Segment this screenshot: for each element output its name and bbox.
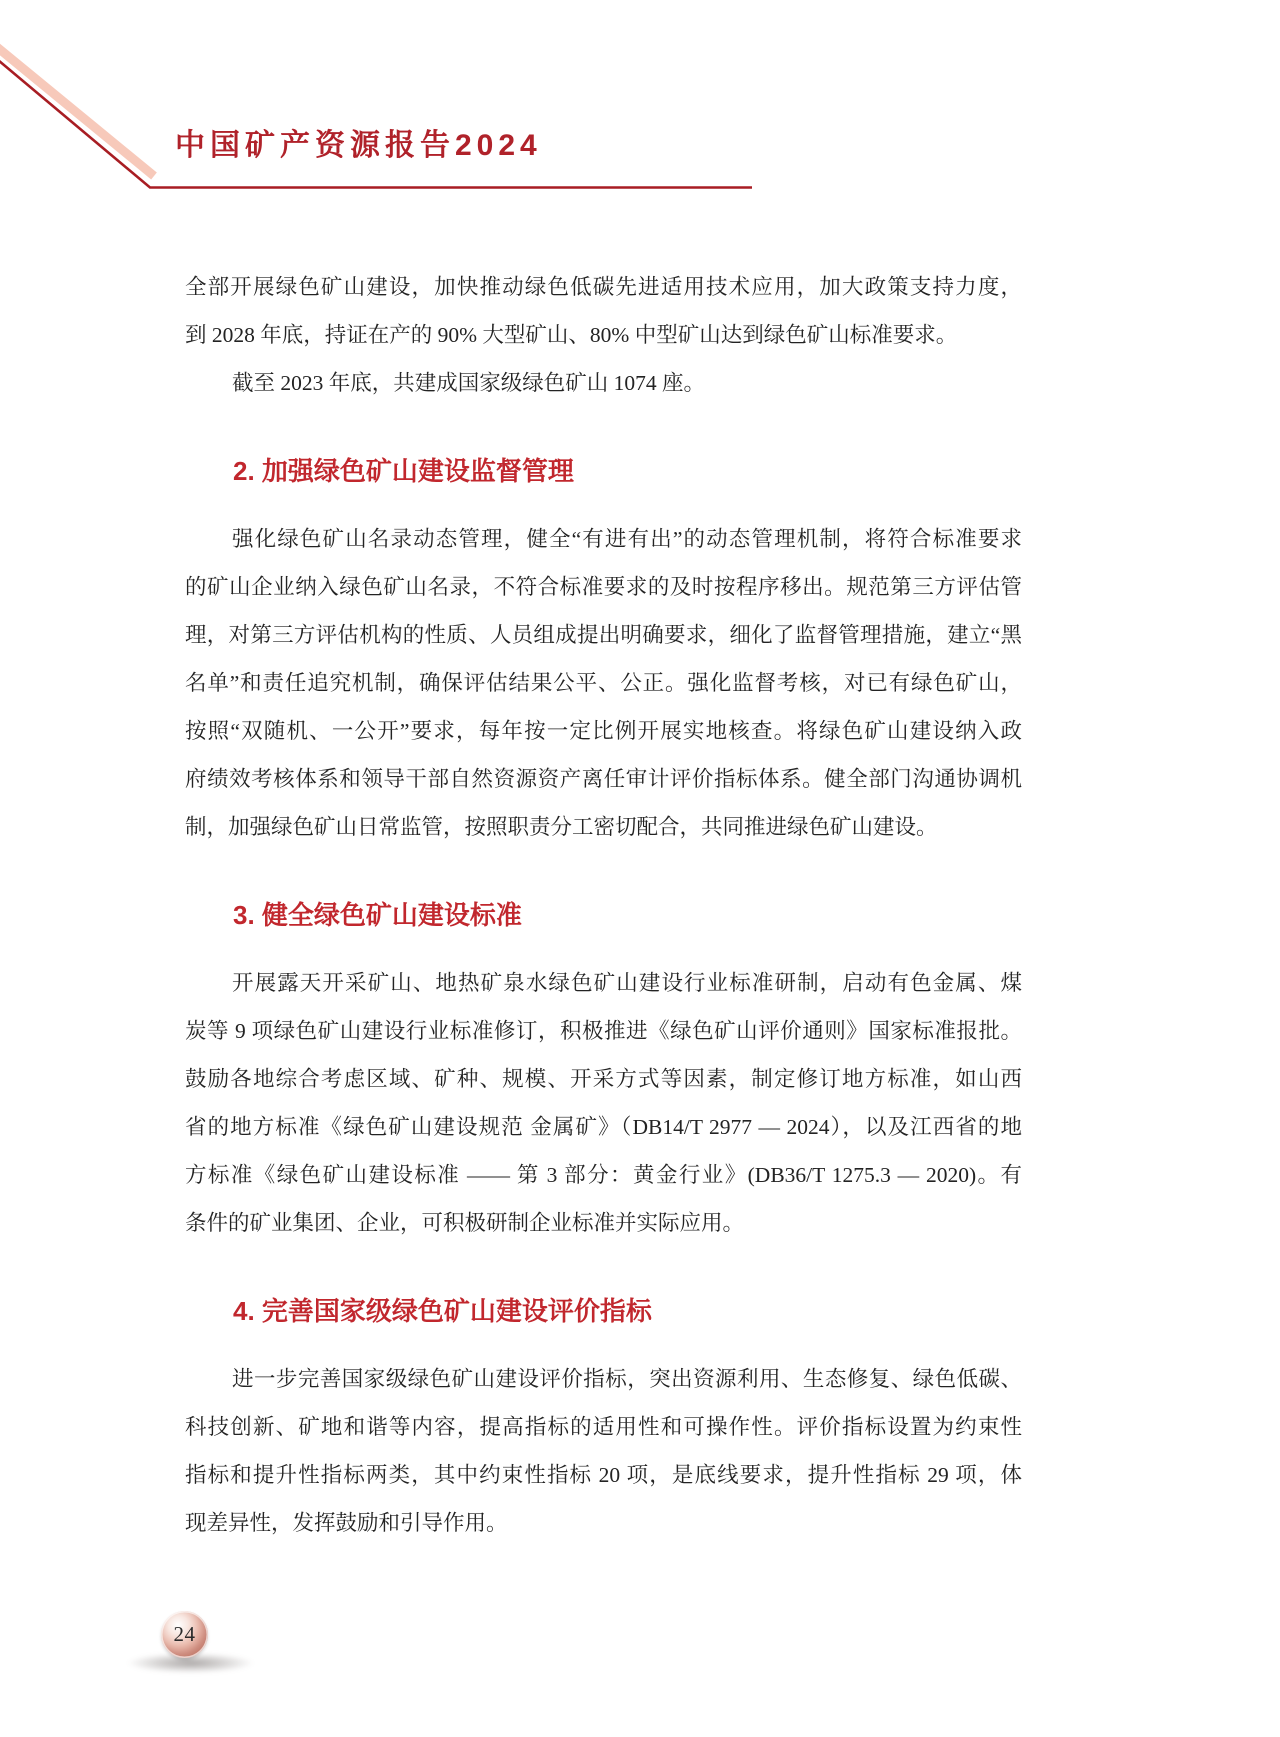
content-blocks <box>185 263 1022 1547</box>
header-decoration <box>0 0 1280 230</box>
text-line: 炭等 9 项绿色矿山建设行业标准修订，积极推进《绿色矿山评价通则》国家标准报批。 <box>185 1019 1022 1043</box>
text-line: 鼓励各地综合考虑区域、矿种、规模、开采方式等因素，制定修订地方标准，如山西 <box>185 1067 1022 1091</box>
text-line: 按照“双随机、一公开”要求，每年按一定比例开展实地核查。将绿色矿山建设纳入政 <box>185 719 1022 743</box>
text-line: 进一步完善国家级绿色矿山建设评价指标，突出资源利用、生态修复、绿色低碳、 <box>232 1367 1022 1391</box>
section-heading: 4. 完善国家级绿色矿山建设评价指标 <box>233 1296 652 1326</box>
text-line: 强化绿色矿山名录动态管理，健全“有进有出”的动态管理机制，将符合标准要求 <box>232 527 1022 551</box>
page-number: 24 <box>173 1622 196 1646</box>
text-line: 理，对第三方评估机构的性质、人员组成提出明确要求，细化了监督管理措施，建立“黑 <box>185 623 1022 647</box>
section-heading: 3. 健全绿色矿山建设标准 <box>233 900 522 930</box>
paragraph <box>185 1355 1022 1547</box>
corner-red-line <box>0 55 752 188</box>
text-line: 的矿山企业纳入绿色矿山名录，不符合标准要求的及时按程序移出。规范第三方评估管 <box>185 575 1022 599</box>
paragraph <box>185 263 1022 359</box>
corner-pink-band <box>0 43 154 176</box>
section-heading: 2. 加强绿色矿山建设监督管理 <box>233 456 574 486</box>
text-line: 方标准《绿色矿山建设标准 —— 第 3 部分：黄金行业》(DB36/T 1275.3 — 2020)。有 <box>185 1163 1022 1187</box>
text-line: 府绩效考核体系和领导干部自然资源资产离任审计评价指标体系。健全部门沟通协调机 <box>185 767 1022 791</box>
text-line: 现差异性，发挥鼓励和引导作用。 <box>185 1511 508 1535</box>
text-line: 名单”和责任追究机制，确保评估结果公平、公正。强化监督考核，对已有绿色矿山， <box>185 671 1022 695</box>
paragraph <box>185 359 1022 407</box>
paragraph <box>185 959 1022 1247</box>
text-line: 指标和提升性指标两类，其中约束性指标 20 项，是底线要求，提升性指标 29 项，体 <box>185 1463 1022 1487</box>
text-line: 科技创新、矿地和谐等内容，提高指标的适用性和可操作性。评价指标设置为约束性 <box>185 1415 1022 1439</box>
text-line: 截至 2023 年底，共建成国家级绿色矿山 1074 座。 <box>232 371 706 395</box>
text-line: 制，加强绿色矿山日常监管，按照职责分工密切配合，共同推进绿色矿山建设。 <box>185 815 938 839</box>
text-line: 开展露天开采矿山、地热矿泉水绿色矿山建设行业标准研制，启动有色金属、煤 <box>232 971 1022 995</box>
page-title: 中国矿产资源报告2024 <box>175 129 542 162</box>
text-line: 省的地方标准《绿色矿山建设规范 金属矿》（DB14/T 2977 — 2024），以及江西省的地 <box>185 1115 1022 1139</box>
text-line: 条件的矿业集团、企业，可积极研制企业标准并实际应用。 <box>185 1211 745 1235</box>
paragraph <box>185 515 1022 851</box>
text-line: 到 2028 年底，持证在产的 90% 大型矿山、80% 中型矿山达到绿色矿山标准要求。 <box>185 323 958 347</box>
page-number-ball <box>161 1611 208 1658</box>
text-line: 全部开展绿色矿山建设，加快推动绿色低碳先进适用技术应用，加大政策支持力度， <box>185 275 1022 299</box>
